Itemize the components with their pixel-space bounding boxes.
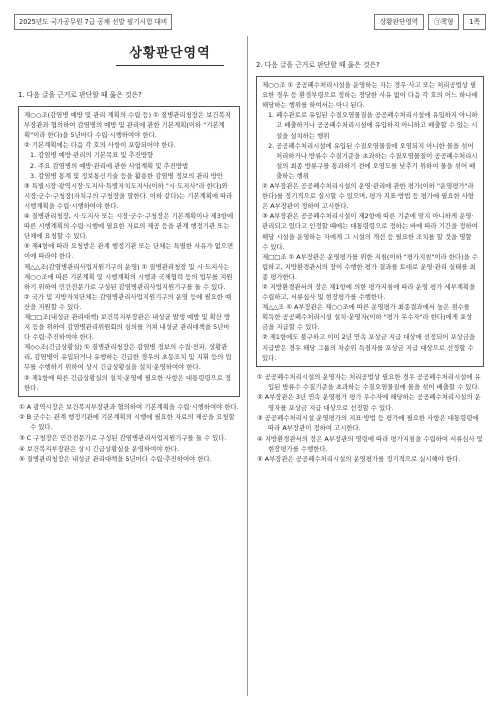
exam-name: 2025년도 국가공무원 7급 공채 선발 필기시험 대비 — [14, 14, 172, 30]
passage-paragraph: ④ 질병관리청장, 시·도지사 또는 시장·군수·구청장은 기본계획이나 제3항에 따른 시행계획의 수립·시행에 필요한 자료의 제공 등을 관계 행정기관 또는 단체에 요청할 수 있다. — [24, 212, 234, 241]
passage-paragraph: ② 지방환경관서의 장은 제1항에 의한 평가지침에 따라 운영 평가 세부계획을 수립하고, 서류심사 및 현장평가를 수행한다. — [262, 282, 476, 302]
passage-paragraph: 제○○조(감염병 예방 및 관리 계획의 수립 등) ① 질병관리청장은 보건복지부장관과 협의하여 감염병의 예방 및 관리에 관한 기본계획(이하 "기본계획"이라 한다)을 5년마다 수립·시행하여야 한다. — [24, 111, 231, 140]
question-2 — [256, 60, 484, 465]
choice-2[interactable]: ② A부장관은 3년 연속 운영평가 평가 우수자에 해당하는 공공폐수처리시설의 운영자를 포상금 지급 대상으로 선정할 수 있다. — [257, 393, 481, 412]
page-title-wrap — [116, 45, 224, 67]
passage-paragraph: 제◇◇조(긴급상황실) ① 질병관리청장은 감염병 정보의 수집·전파, 상황관리, 감염병이 유입되거나 유행하는 긴급한 경우의 초동조치 및 지휘 등의 업무를 수행하기 위하여 상시 긴급상황실을 설치·운영하여야 한다. — [24, 343, 232, 372]
passage-paragraph: ② 제1항에 따른 긴급상황실의 설치·운영에 필요한 사항은 대통령령으로 정한다. — [24, 373, 232, 392]
passage-item: 2. 공공폐수처리시설에 유입된 수질오염물질에 오염되지 아니한 물을 섞어 처리하거나 방류수 수질기준을 초과하는 수질오염물질이 공공폐수처리시설의 최종 방류구를 통과하기 전에 오염도를 낮추기 위하여 물을 섞어 배출하는 행위 — [268, 141, 478, 180]
header-right — [374, 14, 486, 30]
choice-1[interactable]: ① 공공폐수처리시설의 운영자는 처리공법상 필요한 경우 공공폐수처리시설에 유입된 방류수 수질기준을 초과하는 수질오염물질에 물을 섞어 배출할 수 있다. — [257, 372, 481, 391]
passage-item: 1. 감염병 예방·관리의 기본목표 및 추진방향 — [30, 151, 154, 160]
choice-3[interactable]: ③ C 구청장은 민간전문가로 구성된 감염병관리사업지원기구를 둘 수 있다. — [19, 434, 227, 442]
question-2-passage — [256, 76, 484, 367]
passage-paragraph: ② 국가 및 지방자치단체는 감염병관리사업지원기구의 운영 등에 필요한 예산을 지원할 수 있다. — [24, 292, 232, 311]
choice-5[interactable]: ⑤ 질병관리청장은 내성균 관리대책을 5년마다 수립·추진하여야 한다. — [19, 455, 212, 464]
question-1-passage — [18, 106, 240, 397]
passage-paragraph: ③ 특별시장·광역시장·도지사·특별자치도지사(이하 "시·도지사"라 한다)와 시장·군수·구청장(자치구의 구청장을 말한다. 이하 같다)는 기본계획에 따라 시행계획을 수립·시행하여야 한다. — [24, 181, 233, 210]
page-header — [14, 14, 486, 32]
question-1-choices — [18, 402, 240, 465]
choice-1[interactable]: ① A 광역시장은 보건복지부장관과 협의하여 기본계획을 수립·시행하여야 한다. — [19, 402, 239, 411]
passage-item: 1. 폐수관로로 유입된 수질오염물질을 공공폐수처리시설에 유입하지 아니하고 배출하거나 공공폐수처리시설에 유입하지 아니하고 배출할 수 있는 시설을 설치하는 행위 — [268, 111, 478, 140]
booklet-label: ㉠책형 — [428, 14, 459, 30]
passage-paragraph: 제○○조 ① 공공폐수처리시설을 운영하는 자는 경우·사고 또는 처리공법상 필요한 경우 등 환경부령으로 정하는 정당한 사유 없이 다음 각 호의 어느 하나에 해당하는 행위를 하여서는 아니 된다. — [262, 81, 478, 110]
choice-4[interactable]: ④ 지방환경관서의 장은 A부장관의 명령에 따라 평가지침을 수립하여 서류심사 및 현장평가를 수행한다. — [257, 434, 483, 453]
passage-paragraph: ② A부장관은 공공폐수처리시설의 운영·관리에 관한 평가(이하 "운영평가"라 한다)를 정기적으로 실시할 수 있으며, 평가 지표·방법 등 평가에 필요한 사항은 A부장관이 정하여 고시한다. — [262, 182, 475, 211]
passage-paragraph: ② 기본계획에는 다음 각 호의 사항이 포함되어야 한다. — [24, 141, 176, 150]
passage-paragraph: ⑤ 제4항에 따라 요청받은 관계 행정기관 또는 단체는 특별한 사유가 없으면 이에 따라야 한다. — [24, 242, 234, 261]
column-divider — [247, 36, 248, 696]
section-label: 상황판단영역 — [374, 14, 424, 30]
choice-2[interactable]: ② B 군수는 관계 행정기관에 기본계획의 시행에 필요한 자료의 제공을 요청할 수 있다. — [19, 413, 235, 432]
question-1 — [18, 90, 240, 465]
page-number: 1쪽 — [463, 14, 486, 30]
choice-4[interactable]: ④ 보건복지부장관은 상시 긴급상황실을 운영하여야 한다. — [19, 444, 179, 453]
passage-paragraph: 제□□조 ① A부장관은 운영평가를 위한 지침(이하 "평가지침"이라 한다)을 수립하고, 지방환경관서의 장이 수행한 평가 결과를 토대로 운영·관리 실태를 최종 평가한다. — [262, 252, 478, 281]
passage-item: 3. 감염병 통계 및 정보통신기술 등을 활용한 감염병 정보의 관리 방안 — [30, 171, 224, 180]
question-2-choices — [256, 372, 484, 465]
passage-paragraph: ② 제1항에도 불구하고 이미 2년 연속 포상금 지급 대상에 선정되어 포상금을 지급받은 경우 해당 그룹의 차순위 득점자를 포상금 지급 대상으로 선정할 수 있다. — [262, 333, 476, 362]
choice-5[interactable]: ⑤ A부장관은 공공폐수처리시설의 운영평가를 정기적으로 실시해야 한다. — [257, 455, 461, 464]
passage-item: 2. 주요 감염병의 예방·관리에 관한 사업계획 및 추진방법 — [30, 161, 189, 170]
passage-paragraph: 제△△조 ① A부장관은 제○○조에 따른 운영평가 최종결과에서 높은 점수를 획득한 공공폐수처리시설 설치·운영자(이하 "평가 우수자"라 한다)에게 포상금을 지급할 수 있다. — [262, 303, 473, 332]
question-1-stem: 1. 다음 글을 근거로 판단할 때 옳은 것은? — [18, 91, 142, 99]
question-2-stem: 2. 다음 글을 근거로 판단할 때 옳은 것은? — [256, 61, 380, 69]
choice-3[interactable]: ③ 공공폐수처리시설 운영평가의 지표·방법 등 평가에 필요한 사항은 대통령령에 따라 A부장관이 정하여 고시한다. — [257, 414, 479, 433]
passage-paragraph: 제△△조(감염병관리사업지원기구의 운영) ① 질병관리청장 및 시·도지사는 제○○조에 따른 기본계획 및 시행계획의 시행과 국제협력 등의 업무를 지원하기 위하여 민간전문가로 구성된 감염병관리사업지원기구를 둘 수 있다. — [24, 262, 233, 291]
passage-paragraph: ③ A부장관은 공공폐수처리시설이 제2항에 따른 기준에 맞지 아니하게 운영·관리되고 있다고 인정할 때에는 대통령령으로 정하는 바에 따라 기간을 정하여 해당 시설을 운영하는 자에게 그 시설의 개선 등 필요한 조치를 할 것을 명할 수 있다. — [262, 212, 478, 251]
page-title: 상황판단영역 — [129, 46, 211, 61]
title-underline — [116, 65, 224, 66]
passage-paragraph: 제□□조(내성균 관리대책) 보건복지부장관은 내성균 발생 예방 및 확산 방지 등을 위하여 감염병관리위원회의 심의를 거쳐 내성균 관리대책을 5년마다 수립·추진하여야 한다. — [24, 312, 231, 342]
